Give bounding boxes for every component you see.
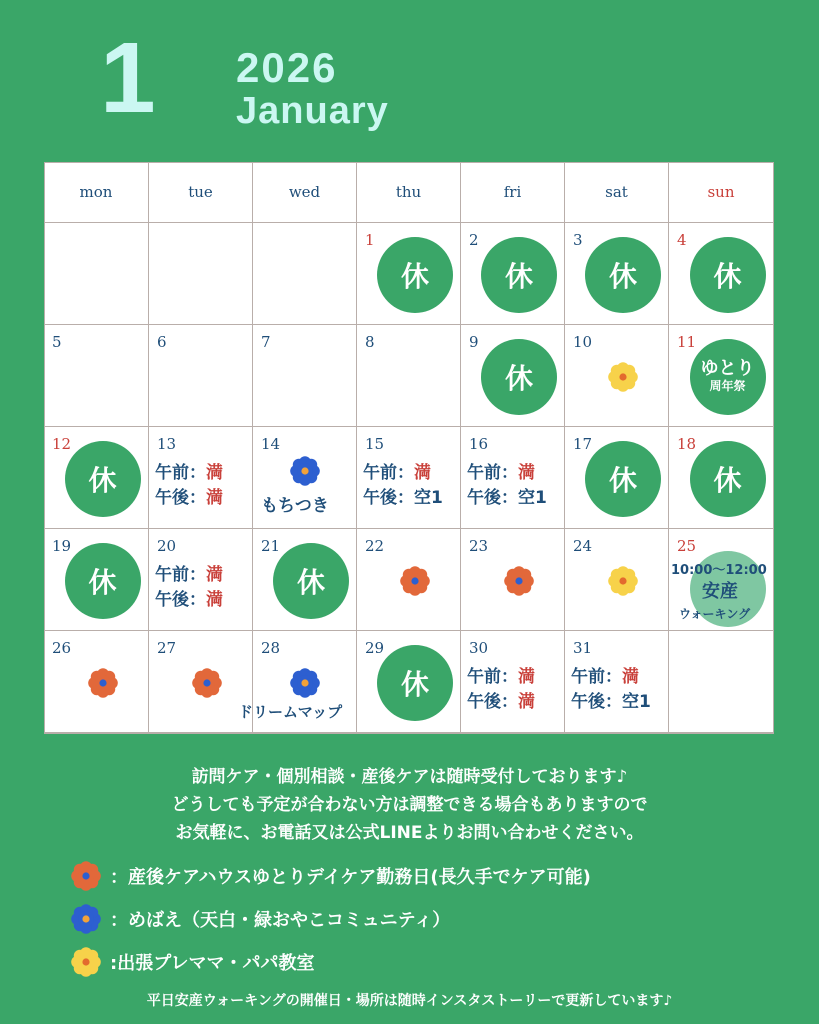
day-number: 22 bbox=[365, 537, 385, 555]
am-label: 午前： bbox=[467, 463, 518, 483]
day-number: 31 bbox=[573, 639, 593, 657]
month-number: 1 bbox=[100, 22, 156, 134]
am-label: 午前： bbox=[571, 667, 622, 687]
legend-text: ：産後ケアハウスゆとりデイケア勤務日(長久手でケア可能) bbox=[110, 867, 591, 888]
day-number: 19 bbox=[52, 537, 72, 555]
day-number: 1 bbox=[365, 231, 375, 249]
day-cell-1 bbox=[357, 223, 461, 325]
pm-label: 午後： bbox=[155, 488, 206, 508]
pm-label: 午後： bbox=[467, 488, 518, 508]
day-number: 6 bbox=[157, 333, 167, 351]
closed-circle: 休 bbox=[690, 237, 766, 313]
daycare-flower-icon bbox=[87, 667, 119, 703]
footer-note: 平日安産ウォーキングの開催日・場所は随時インスタストーリーで更新しています♪ bbox=[146, 993, 673, 1009]
am-status: 満 bbox=[206, 565, 223, 585]
calendar-grid bbox=[44, 162, 774, 734]
day-number: 12 bbox=[52, 435, 72, 453]
day-cell-24 bbox=[565, 529, 669, 631]
pm-status: 満 bbox=[206, 488, 223, 508]
info-note-line: お気軽に、お電話又は公式LINEよりお問い合わせください。 bbox=[175, 823, 644, 843]
day-cell-19 bbox=[44, 529, 149, 631]
closed-circle: 休 bbox=[690, 441, 766, 517]
closed-circle: 休 bbox=[65, 543, 141, 619]
am-status: 満 bbox=[206, 463, 223, 483]
day-number: 7 bbox=[261, 333, 271, 351]
am-slot bbox=[467, 461, 547, 486]
pm-slot bbox=[467, 690, 535, 715]
blue-flower-icon bbox=[70, 903, 110, 935]
closed-circle: 休 bbox=[481, 339, 557, 415]
pm-label: 午後： bbox=[571, 692, 622, 712]
day-number: 27 bbox=[157, 639, 177, 657]
month-name: January bbox=[236, 90, 389, 132]
day-cell-4 bbox=[669, 223, 774, 325]
closed-circle: 休 bbox=[273, 543, 349, 619]
day-cell-29 bbox=[357, 631, 461, 733]
day-cell-31 bbox=[565, 631, 669, 733]
am-slot bbox=[467, 665, 535, 690]
day-cell-16 bbox=[461, 427, 565, 529]
availability-slots bbox=[363, 461, 443, 511]
yutori-anniversary-circle bbox=[690, 339, 766, 415]
am-label: 午前： bbox=[363, 463, 414, 483]
day-cell-21 bbox=[253, 529, 357, 631]
am-slot bbox=[571, 665, 651, 690]
weekday-header-fri: fri bbox=[461, 162, 565, 223]
day-cell-7 bbox=[253, 325, 357, 427]
day-number: 10 bbox=[573, 333, 593, 351]
anniversary-label: 周年祭 bbox=[709, 379, 746, 394]
availability-slots bbox=[467, 665, 535, 715]
legend-text: :出張プレママ・パパ教室 bbox=[110, 953, 315, 974]
day-number: 20 bbox=[157, 537, 177, 555]
info-note-line: どうしても予定が合わない方は調整できる場合もありますので bbox=[171, 795, 648, 815]
day-cell-3 bbox=[565, 223, 669, 325]
day-cell-18 bbox=[669, 427, 774, 529]
day-cell-26 bbox=[44, 631, 149, 733]
year-title: 2026 bbox=[236, 44, 338, 91]
day-number: 9 bbox=[469, 333, 479, 351]
day-cell-6 bbox=[149, 325, 253, 427]
empty-cell bbox=[253, 223, 357, 325]
am-slot bbox=[155, 563, 223, 588]
availability-slots bbox=[467, 461, 547, 511]
day-number: 13 bbox=[157, 435, 177, 453]
day-number: 21 bbox=[261, 537, 281, 555]
day-cell-8 bbox=[357, 325, 461, 427]
closed-circle: 休 bbox=[585, 441, 661, 517]
day-cell-25 bbox=[669, 529, 774, 631]
day-cell-10 bbox=[565, 325, 669, 427]
info-note-line: 訪問ケア・個別相談・産後ケアは随時受付しております♪ bbox=[191, 767, 628, 787]
day-cell-15 bbox=[357, 427, 461, 529]
pm-slot bbox=[363, 486, 443, 511]
day-number: 30 bbox=[469, 639, 489, 657]
daycare-flower-icon bbox=[503, 565, 535, 601]
pm-status: 空1 bbox=[414, 488, 443, 508]
pm-slot bbox=[155, 486, 223, 511]
daycare-flower-icon bbox=[399, 565, 431, 601]
empty-cell bbox=[149, 223, 253, 325]
availability-slots bbox=[155, 563, 223, 613]
orange-flower-icon bbox=[70, 860, 110, 892]
daycare-flower-icon bbox=[191, 667, 223, 703]
class-flower-icon bbox=[607, 565, 639, 601]
am-label: 午前： bbox=[155, 565, 206, 585]
day-cell-20 bbox=[149, 529, 253, 631]
am-slot bbox=[155, 461, 223, 486]
am-slot bbox=[363, 461, 443, 486]
day-cell-30 bbox=[461, 631, 565, 733]
weekday-header-mon: mon bbox=[44, 162, 149, 223]
am-status: 満 bbox=[622, 667, 639, 687]
day-number: 18 bbox=[677, 435, 697, 453]
mebae-flower-icon bbox=[289, 455, 321, 491]
day-cell-12 bbox=[44, 427, 149, 529]
availability-slots bbox=[571, 665, 651, 715]
pm-slot bbox=[467, 486, 547, 511]
closed-circle: 休 bbox=[481, 237, 557, 313]
pm-status: 満 bbox=[206, 590, 223, 610]
day-number: 3 bbox=[573, 231, 583, 249]
weekday-header-sat: sat bbox=[565, 162, 669, 223]
legend-item bbox=[70, 903, 450, 935]
day-number: 28 bbox=[261, 639, 281, 657]
weekday-header-tue: tue bbox=[149, 162, 253, 223]
day-cell-11 bbox=[669, 325, 774, 427]
am-status: 満 bbox=[414, 463, 431, 483]
day-number: 14 bbox=[261, 435, 281, 453]
availability-slots bbox=[155, 461, 223, 511]
day-number: 25 bbox=[677, 537, 697, 555]
am-label: 午前： bbox=[155, 463, 206, 483]
pm-status: 空1 bbox=[518, 488, 547, 508]
weekday-header-wed: wed bbox=[253, 162, 357, 223]
empty-cell bbox=[669, 631, 774, 733]
day-number: 15 bbox=[365, 435, 385, 453]
weekday-header-thu: thu bbox=[357, 162, 461, 223]
day-number: 11 bbox=[677, 333, 697, 351]
day-number: 5 bbox=[52, 333, 62, 351]
day-number: 8 bbox=[365, 333, 375, 351]
day-cell-22 bbox=[357, 529, 461, 631]
pm-status: 満 bbox=[518, 692, 535, 712]
pm-label: 午後： bbox=[363, 488, 414, 508]
legend-item bbox=[70, 946, 314, 978]
day-cell-23 bbox=[461, 529, 565, 631]
day-cell-9 bbox=[461, 325, 565, 427]
dream-map-label: ドリームマップ bbox=[238, 703, 343, 721]
day-cell-17 bbox=[565, 427, 669, 529]
yellow-flower-icon bbox=[70, 946, 110, 978]
closed-circle: 休 bbox=[65, 441, 141, 517]
day-number: 17 bbox=[573, 435, 593, 453]
pm-slot bbox=[155, 588, 223, 613]
day-number: 24 bbox=[573, 537, 593, 555]
mebae-flower-icon bbox=[289, 667, 321, 703]
empty-cell bbox=[44, 223, 149, 325]
pm-status: 空1 bbox=[622, 692, 651, 712]
pm-slot bbox=[571, 690, 651, 715]
day-cell-2 bbox=[461, 223, 565, 325]
weekday-header-sun: sun bbox=[669, 162, 774, 223]
day-number: 23 bbox=[469, 537, 489, 555]
day-number: 29 bbox=[365, 639, 385, 657]
day-number: 2 bbox=[469, 231, 479, 249]
walking-time: 10:00～12:00 bbox=[671, 563, 767, 578]
day-number: 16 bbox=[469, 435, 489, 453]
pm-label: 午後： bbox=[467, 692, 518, 712]
day-cell-14 bbox=[253, 427, 357, 529]
am-label: 午前： bbox=[467, 667, 518, 687]
mochitsuki-label: もちつき bbox=[261, 496, 329, 516]
class-flower-icon bbox=[607, 361, 639, 397]
yutori-label: ゆとり bbox=[700, 358, 755, 380]
pm-label: 午後： bbox=[155, 590, 206, 610]
legend-text: ：めばえ（天白・緑おやこコミュニティ） bbox=[110, 910, 451, 931]
am-status: 満 bbox=[518, 667, 535, 687]
closed-circle: 休 bbox=[377, 645, 453, 721]
walking-title: 安産 bbox=[702, 581, 738, 602]
day-cell-5 bbox=[44, 325, 149, 427]
closed-circle: 休 bbox=[377, 237, 453, 313]
day-number: 26 bbox=[52, 639, 72, 657]
closed-circle: 休 bbox=[585, 237, 661, 313]
day-cell-13 bbox=[149, 427, 253, 529]
am-status: 満 bbox=[518, 463, 535, 483]
walking-subtitle: ウォーキング bbox=[679, 607, 751, 621]
day-number: 4 bbox=[677, 231, 687, 249]
legend-item bbox=[70, 860, 591, 892]
